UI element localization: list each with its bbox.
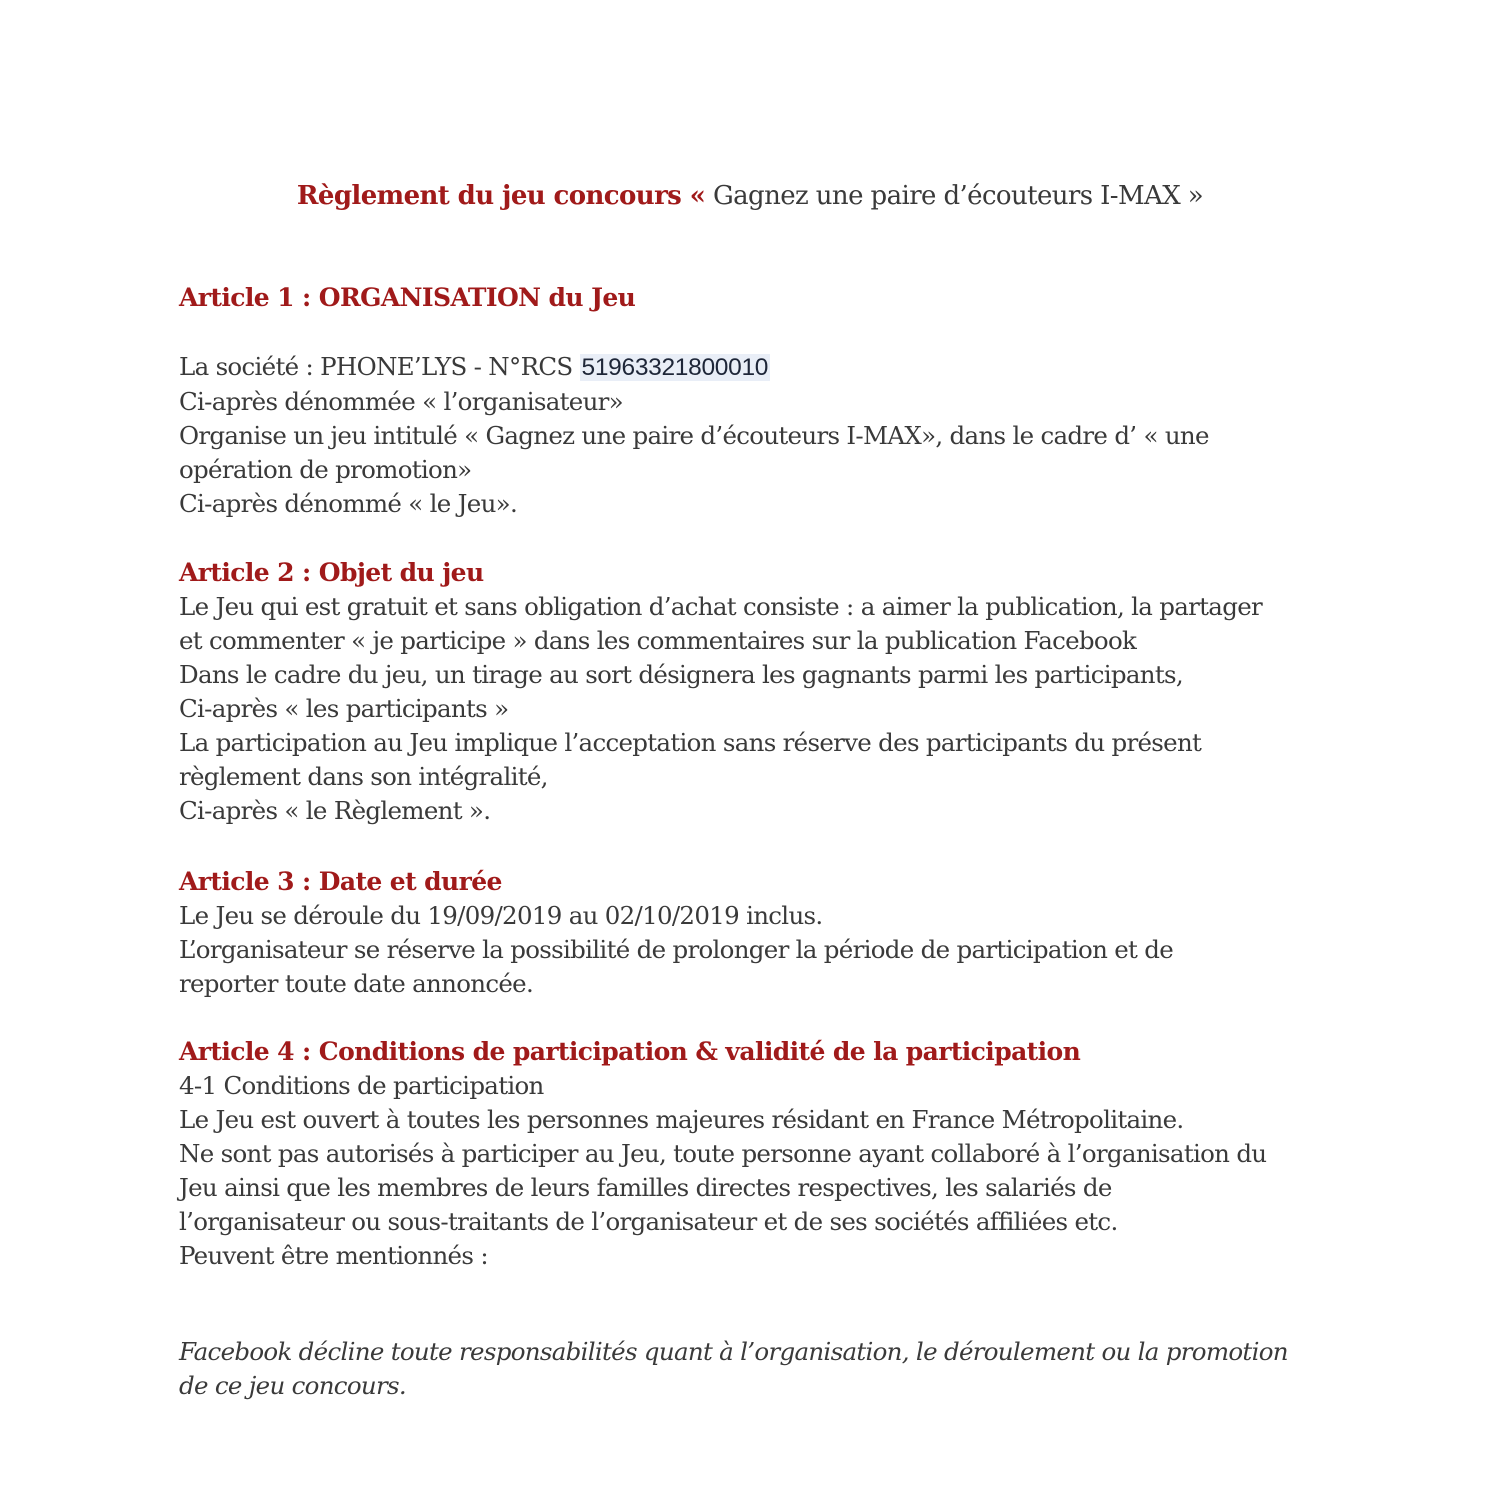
- article-2-line: règlement dans son intégralité,: [179, 762, 548, 791]
- article-2-line: Ci-après « le Règlement ».: [179, 796, 491, 825]
- article-1-line: Organise un jeu intitulé « Gagnez une paire d’écouteurs I-MAX», dans le cadre d’ « une: [179, 421, 1209, 450]
- societe-prefix: La société : PHONE’LYS - N°RCS: [179, 352, 580, 381]
- article-2-line: La participation au Jeu implique l’acceptation sans réserve des participants du présent: [179, 728, 1202, 757]
- article-3-line: Le Jeu se déroule du 19/09/2019 au 02/10/2019 inclus.: [179, 901, 823, 930]
- article-1-line: opération de promotion»: [179, 455, 472, 484]
- article-4-line: Peuvent être mentionnés :: [179, 1241, 488, 1270]
- facebook-disclaimer: [179, 1335, 1339, 1403]
- article-1-line: Ci-après dénommé « le Jeu».: [179, 489, 518, 518]
- article-2-line: Ci-après « les participants »: [179, 694, 509, 723]
- article-3-line: L’organisateur se réserve la possibilité de prolonger la période de participation et de: [179, 935, 1174, 964]
- article-3-heading: Article 3 : Date et durée: [179, 867, 502, 896]
- article-3-line: reporter toute date annoncée.: [179, 969, 534, 998]
- article-2-line: Dans le cadre du jeu, un tirage au sort désignera les gagnants parmi les participants,: [179, 660, 1183, 689]
- article-2-line: et commenter « je participe » dans les commentaires sur la publication Facebook: [179, 626, 1137, 655]
- article-4-heading: Article 4 : Conditions de participation & validité de la participation: [179, 1037, 1081, 1066]
- article-2-line: Le Jeu qui est gratuit et sans obligation d’achat consiste : a aimer la publication, la partager: [179, 592, 1263, 621]
- article-4: [179, 1035, 1339, 1273]
- title-bold-part: Règlement du jeu concours «: [296, 181, 706, 211]
- article-2: [179, 556, 1339, 828]
- article-1-body: [179, 350, 1339, 521]
- article-1-line: Ci-après dénommée « l’organisateur»: [179, 387, 623, 416]
- article-1: [179, 281, 1339, 315]
- article-4-line: 4-1 Conditions de participation: [179, 1071, 544, 1100]
- title-regular-part: Gagnez une paire d’écouteurs I-MAX »: [705, 181, 1204, 211]
- article-2-heading: Article 2 : Objet du jeu: [179, 558, 484, 587]
- article-1-heading: Article 1 : ORGANISATION du Jeu: [179, 283, 636, 312]
- article-4-line: l’organisateur ou sous-traitants de l’organisateur et de ses sociétés affiliées etc.: [179, 1207, 1118, 1236]
- article-4-line: Ne sont pas autorisés à participer au Jeu, toute personne ayant collaboré à l’organisation du: [179, 1139, 1267, 1168]
- disclaimer-line: Facebook décline toute responsabilités quant à l’organisation, le déroulement ou la promotion: [179, 1337, 1288, 1366]
- rcs-number: 51963321800010: [581, 354, 769, 381]
- disclaimer-line: de ce jeu concours.: [179, 1371, 406, 1400]
- document-title: [0, 178, 1500, 214]
- article-4-line: Jeu ainsi que les membres de leurs familles directes respectives, les salariés de: [179, 1173, 1112, 1202]
- societe-line: [179, 350, 1339, 385]
- article-4-line: Le Jeu est ouvert à toutes les personnes majeures résidant en France Métropolitaine.: [179, 1105, 1184, 1134]
- article-3: [179, 865, 1339, 1001]
